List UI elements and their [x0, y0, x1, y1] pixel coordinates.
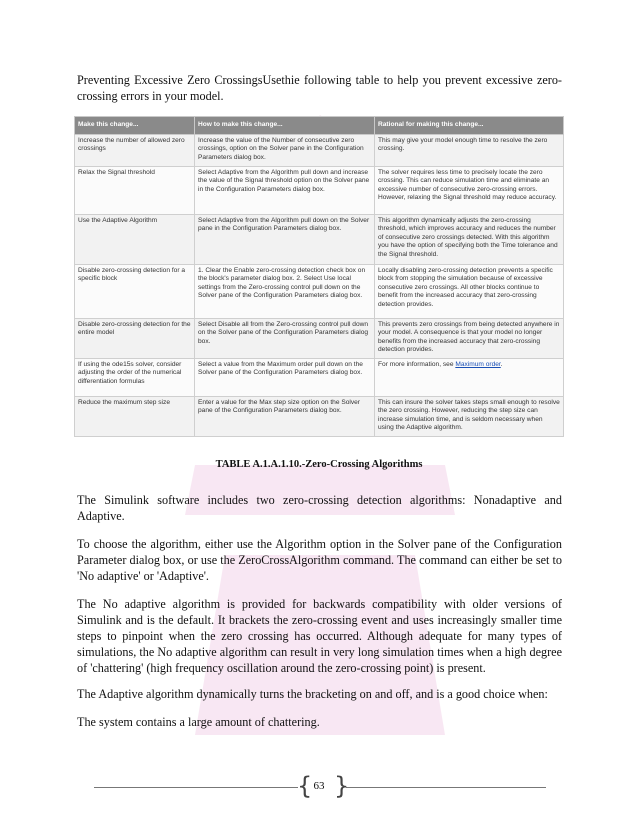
body-paragraph: The system contains a large amount of chattering. — [77, 715, 320, 729]
table-row — [75, 319, 564, 359]
body-paragraph: To choose the algorithm, either use the Algorithm option in the Solver pane of the Configuration Parameter dialog box, or use the ZeroCrossAlgorithm command. The command can either be set to 'No adaptive' or 'Adaptive'. — [77, 537, 562, 583]
zero-crossing-table — [74, 116, 564, 437]
table-cell: Select a value from the Maximum order pull down on the Solver pane of the Configuration Parameters dialog box. — [195, 359, 375, 397]
table-row — [75, 135, 564, 167]
table-caption: TABLE A.1.A.1.10.-Zero-Crossing Algorithms — [215, 459, 423, 470]
left-brace-ornament: { — [297, 772, 313, 800]
table-cell: This may give your model enough time to resolve the zero crossing. — [375, 135, 564, 167]
table-header-cell: How to make this change... — [195, 117, 375, 135]
table-header-cell: Make this change... — [75, 117, 195, 135]
right-brace-ornament: } — [334, 772, 350, 800]
table-cell: This can insure the solver takes steps small enough to resolve the zero crossing. However, reducing the step size can increase simulation time, and is seldom necessary when using the Adaptive algorithm. — [375, 397, 564, 437]
table-cell: Increase the number of allowed zero crossings — [75, 135, 195, 167]
table-cell: Use the Adaptive Algorithm — [75, 215, 195, 265]
table-row — [75, 265, 564, 319]
table-cell: For more information, see Maximum order. — [375, 359, 564, 397]
table-cell: Select Adaptive from the Algorithm pull down and increase the value of the Signal threshold option on the Solver pane in the Configuration Parameters dialog box. — [195, 167, 375, 215]
table-cell: Disable zero-crossing detection for the entire model — [75, 319, 195, 359]
table-cell: 1. Clear the Enable zero-crossing detection check box on the block's parameter dialog box. 2. Select Use local settings from the Zero-crossing control pull down on the Solver pane of the Configuration Parameters dialog box. — [195, 265, 375, 319]
table-cell: Disable zero-crossing detection for a specific block — [75, 265, 195, 319]
table-cell: The solver requires less time to precisely locate the zero crossing. This can reduce simulation time and eliminate an excessive number of consecutive zero-crossing errors. However, relaxing the Signal threshold may reduce accuracy. — [375, 167, 564, 215]
body-paragraph: The Simulink software includes two zero-crossing detection algorithms: Nonadaptive and Adaptive. — [77, 493, 562, 523]
table-row — [75, 215, 564, 265]
table-cell: Increase the value of the Number of consecutive zero crossings, option on the Solver pane in the Configuration Parameters dialog box. — [195, 135, 375, 167]
table-cell: This prevents zero crossings from being detected anywhere in your model. A consequence is that your model no longer benefits from the increased accuracy that zero-crossing detection provides. — [375, 319, 564, 359]
table-cell: Select Adaptive from the Algorithm pull down on the Solver pane in the Configuration Parameters dialog box. — [195, 215, 375, 265]
page-number: 63 — [313, 780, 325, 792]
table-cell: Reduce the maximum step size — [75, 397, 195, 437]
maximum-order-link[interactable]: Maximum order — [455, 361, 501, 368]
intro-paragraph: Preventing Excessive Zero CrossingsUsethie following table to help you prevent excessive zero-crossing errors in your model. — [77, 73, 562, 103]
table-cell: Locally disabling zero-crossing detection prevents a specific block from stopping the simulation because of excessive consecutive zero crossings. All other blocks continue to benefit from the increased accuracy that zero-crossing detection provides. — [375, 265, 564, 319]
body-paragraph: The No adaptive algorithm is provided for backwards compatibility with older versions of Simulink and is the default. It brackets the zero-crossing event and uses increasingly smaller time steps to pinpoint when the zero crossing has occurred. Although adequate for many types of simulations, the No adaptive algorithm can result in very long simulation times when a high degree of 'chattering' (high frequency oscillation around the zero-crossing point) is present. — [77, 597, 562, 675]
table-cell: Enter a value for the Max step size option on the Solver pane of the Configuration Parameters dialog box. — [195, 397, 375, 437]
table-row — [75, 167, 564, 215]
table-row — [75, 359, 564, 397]
table-cell: If using the ode15s solver, consider adjusting the order of the numerical differentiation formulas — [75, 359, 195, 397]
table-cell: This algorithm dynamically adjusts the zero-crossing threshold, which improves accuracy and reduces the number of consecutive zero crossings detected. With this algorithm you have the option of specifying both the Time tolerance and the Signal threshold. — [375, 215, 564, 265]
table-cell: Select Disable all from the Zero-crossing control pull down on the Solver pane of the Configuration Parameters dialog box. — [195, 319, 375, 359]
table-cell: Relax the Signal threshold — [75, 167, 195, 215]
table-header-row — [75, 117, 564, 135]
table-header-cell: Rational for making this change... — [375, 117, 564, 135]
body-paragraph: The Adaptive algorithm dynamically turns the bracketing on and off, and is a good choice when: — [77, 687, 548, 701]
table-row — [75, 397, 564, 437]
